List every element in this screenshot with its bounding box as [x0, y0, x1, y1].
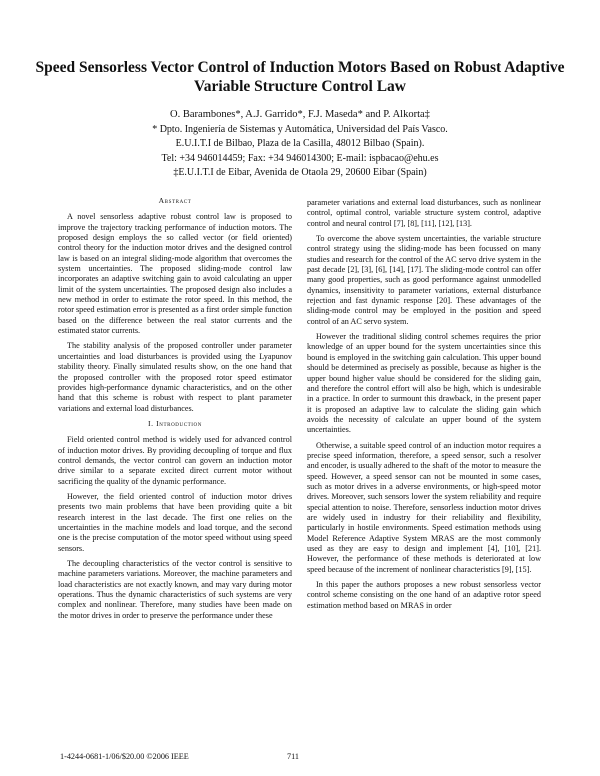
affiliation-2: ‡E.U.I.T.I de Eibar, Avenida de Otaola 29, 20600 Eibar (Spain) [173, 167, 427, 178]
section-heading-introduction: I. Introduction [148, 418, 202, 428]
body-paragraph: parameter variations and external load disturbances, such as nonlinear control, optimal control, variable structure system control, adaptive control and neural control [7], [8], [11], [12], [13]. [307, 198, 541, 228]
body-paragraph: Field oriented control method is widely used for advanced control of induction motor drives. By providing decoupling of torque and flux control demands, the vector control can govern an induction motor drive similar to a separate excited direct current motor without sacrificing the quality of the dynamic performance. [58, 435, 292, 486]
contact-info: Tel: +34 946014459; Fax: +34 946014300; E-mail: ispbacao@ehu.es [161, 152, 439, 164]
body-paragraph: However the traditional sliding control schemes requires the prior knowledge of an upper bound for the system uncertainties since this bound is employed in the switching gain calculation. This upper bound should be determined as precisely as possible, because as higher is the upper bound higher value should be considered for the sliding gain, and therefore the control effort will also be high, which is undesirable in a practice. In order to surmount this drawback, in the present paper it is proposed an adaptive law to calculate the sliding gain which avoids the necessity of calculate an upper bound of the system uncertainties. [307, 332, 541, 435]
abstract-paragraph: The stability analysis of the proposed controller under parameter uncertainties and load disturbances is provided using the Lyapunov stability theory. Finally simulated results show, on the one hand that the proposed controller with the proposed rotor speed estimator provides high-performance dynamic characteristics, and on the other hand that this scheme is robust with respect to plant parameter variations and external load disturbances. [58, 341, 292, 413]
body-paragraph: The decoupling characteristics of the vector control is sensitive to machine parameters variations. Moreover, the machine parameters and load characteristics are not exactly known, and may vary during motor operations. Thus the dynamic characteristics of such systems are very complex and nonlinear. Therefore, many studies have been made on the motor drives in order to preserve the performance under these [58, 559, 292, 620]
affiliation-address: E.U.I.T.I de Bilbao, Plaza de la Casilla, 48012 Bilbao (Spain). [175, 138, 425, 149]
author-names: O. Barambones*, A.J. Garrido*, F.J. Maseda* and P. Alkorta‡ [170, 109, 430, 120]
body-paragraph: Otherwise, a suitable speed control of an induction motor requires a precise speed information, therefore, a speed sensor, such a resolver and encoder, is usually adhered to the shaft of the motor to measure the speed. However, a speed sensor can not be mounted in some cases, such as motor drives in a adverse environments, or high-speed motor drives. Moreover, such sensors lower the system reliability and require special attention to noise. Therefore, sensorless induction motor drives are widely used in industry for their reliability and flexibility, particularly in hostile environments. Speed estimation methods using Model Reference Adaptive System MRAS are the most commonly used as they are easy to design and implement [4], [10], [21]. However, the performance of these methods is deteriorated at low speed because of the increment of nonlinear characteristics [9], [15]. [307, 440, 541, 574]
right-column [307, 198, 541, 616]
affiliation-1: * Dpto. Ingeniería de Sistemas y Automática, Universidad del País Vasco. [152, 123, 448, 135]
copyright-footer: 1-4244-0681-1/06/$20.00 ©2006 IEEE [60, 752, 189, 761]
body-paragraph: In this paper the authors proposes a new robust sensorless vector control scheme consisting on the one hand of an adaptive rotor speed estimation method based on MRAS in order [307, 580, 541, 610]
abstract-paragraph: A novel sensorless adaptive robust control law is proposed to improve the trajectory tracking performance of induction motors. The proposed design employs the so called vector (or field oriented) control theory for the induction motor drives and the designed control law is based on an integral sliding-mode algorithm that overcomes the system uncertainties. The proposed sliding-mode control law incorporates an adaptive switching gain to avoid calculating an upper limit of the system uncertainties. The proposed design also includes a new method in order to estimate the rotor speed. In this method, the rotor speed estimation error is presented as a first order simple function based on the difference between the real stator currents and the estimated stator currents. [58, 212, 292, 336]
abstract-heading: Abstract [158, 196, 192, 205]
body-paragraph: To overcome the above system uncertainties, the variable structure control strategy using the sliding-mode has been focussed on many studies and research for the control of the AC servo drive system in the past decade [2], [3], [6], [14], [17]. The sliding-mode control can offer many good properties, such as good performance against unmodelled dynamics, insensitivity to parameter variations, external disturbance rejection and fast dynamic response [20]. These advantages of the sliding-mode control may be employed in the position and speed control of an AC servo system. [307, 234, 541, 326]
body-paragraph: However, the field oriented control of induction motor drives presents two main problems that have been providing quite a bit research interest in the last decade. The first one relies on the uncertainties in the machine models and load torque, and the second one is the precise computation of the motor speed without using speed sensors. [58, 491, 292, 553]
left-column [58, 196, 292, 626]
paper-title: Speed Sensorless Vector Control of Induction Motors Based on Robust Adaptive Variable Structure Control Law [35, 59, 565, 95]
author-block [30, 108, 570, 181]
page-number: 711 [287, 752, 299, 761]
